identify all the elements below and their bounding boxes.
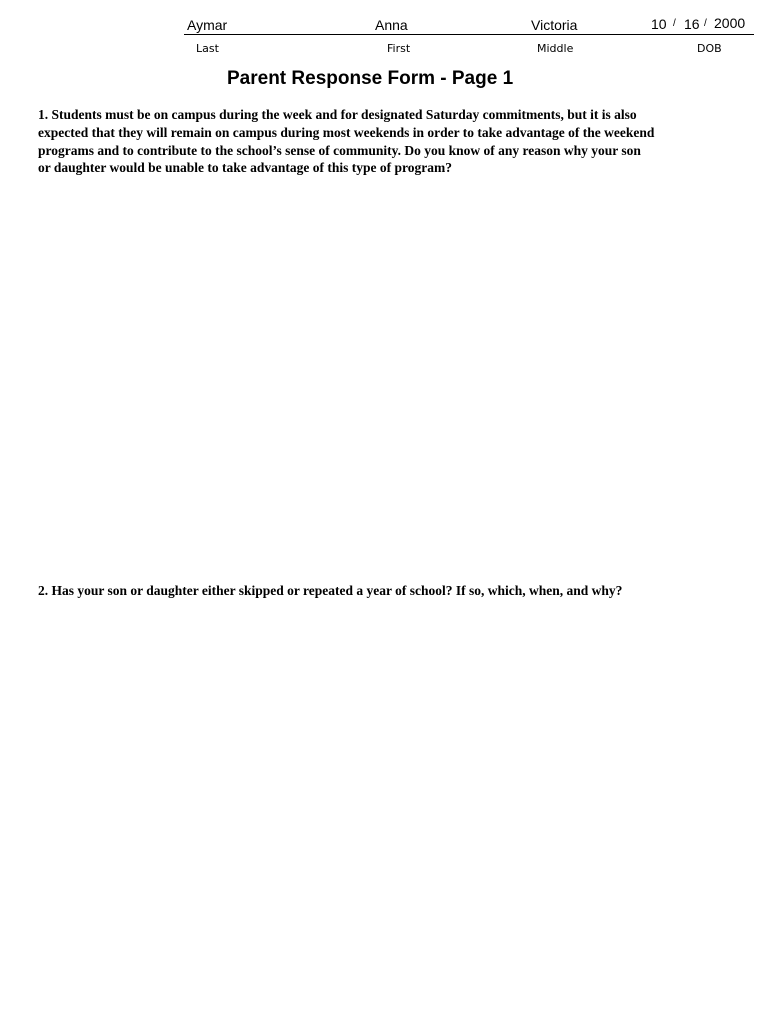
question-text-line: 1. Students must be on campus during the week and for designated Saturday commitments, but it is also: [38, 107, 637, 122]
name-underline: [184, 34, 754, 35]
dob-month: 10: [651, 16, 667, 32]
dob-separator: /: [704, 18, 707, 29]
first-name-value: Anna: [375, 17, 408, 33]
question-1: [38, 106, 654, 177]
question-text-line: or daughter would be unable to take advantage of this type of program?: [38, 160, 453, 176]
middle-caption: Middle: [537, 42, 574, 55]
question-text-line: expected that they will remain on campus during most weekends in order to take advantage of the weekend: [38, 124, 655, 140]
form-title: Parent Response Form - Page 1: [227, 68, 514, 89]
dob-separator: /: [673, 18, 676, 29]
question-text-line: programs and to contribute to the school’s sense of community. Do you know of any reason why your son: [38, 142, 641, 158]
last-name-value: Aymar: [187, 17, 228, 33]
question-2: [38, 582, 622, 600]
question-text-line: 2. Has your son or daughter either skipped or repeated a year of school? If so, which, when, and why?: [38, 583, 623, 598]
dob-day: 16: [684, 16, 700, 32]
dob-caption: DOB: [697, 42, 722, 55]
last-caption: Last: [196, 42, 219, 55]
middle-name-value: Victoria: [531, 17, 578, 33]
first-caption: First: [387, 42, 411, 55]
dob-year: 2000: [714, 15, 746, 31]
